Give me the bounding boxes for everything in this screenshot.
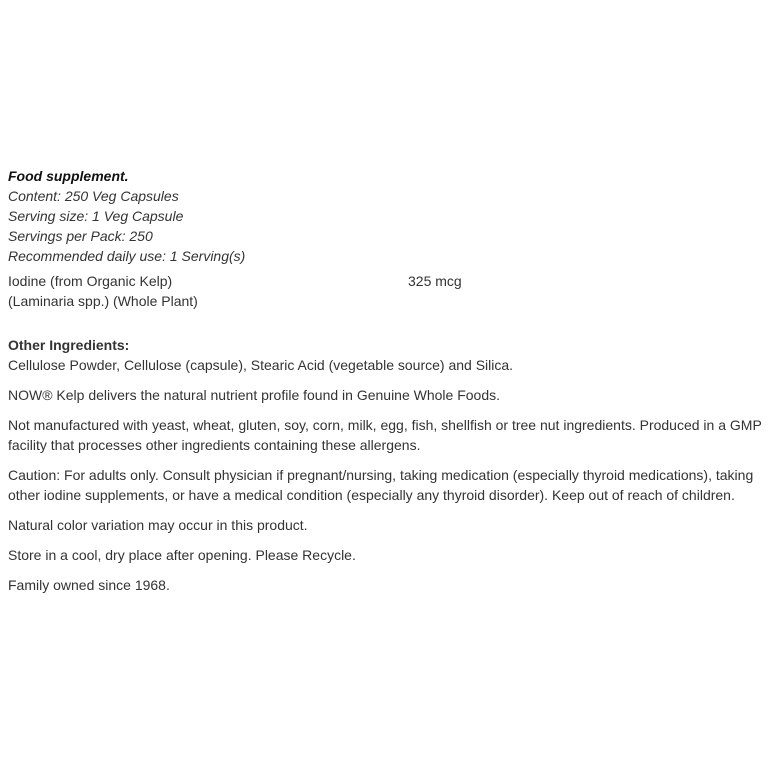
allergen-line: facility that processes other ingredients containing these allergens. — [8, 437, 421, 453]
allergen-line: Not manufactured with yeast, wheat, gluten, soy, corn, milk, egg, fish, shellfish or tree nut ingredients. Produced in a GMP — [8, 417, 762, 433]
allergen-statement — [8, 415, 766, 455]
nutrient-row — [8, 271, 766, 291]
family-owned-note: Family owned since 1968. — [8, 577, 170, 593]
other-ingredients-text: Cellulose Powder, Cellulose (capsule), Stearic Acid (vegetable source) and Silica. — [8, 357, 514, 373]
caution-line: Caution: For adults only. Consult physician if pregnant/nursing, taking medication (especially thyroid medications), taking — [8, 467, 754, 483]
nutrient-amount: 325 mcg — [408, 273, 462, 289]
nutrient-table — [8, 271, 766, 311]
serving-size-info: Serving size: 1 Veg Capsule — [8, 208, 184, 224]
caution-statement — [8, 465, 766, 505]
caution-line: other iodine supplements, or have a medical condition (especially any thyroid disorder). Keep out of reach of children. — [8, 487, 735, 503]
product-description: NOW® Kelp delivers the natural nutrient profile found in Genuine Whole Foods. — [8, 387, 501, 403]
servings-per-pack-info: Servings per Pack: 250 — [8, 228, 153, 244]
storage-note: Store in a cool, dry place after opening. Please Recycle. — [8, 547, 356, 563]
content-info: Content: 250 Veg Capsules — [8, 188, 179, 204]
nutrient-name: Iodine (from Organic Kelp) — [8, 273, 173, 289]
nutrient-source: (Laminaria spp.) (Whole Plant) — [8, 293, 198, 309]
product-label-document — [8, 166, 766, 595]
recommended-use-info: Recommended daily use: 1 Serving(s) — [8, 248, 246, 264]
other-ingredients-label: Other Ingredients: — [8, 337, 130, 353]
other-ingredients-section — [8, 335, 766, 375]
document-title: Food supplement. — [8, 168, 129, 184]
color-variation-note: Natural color variation may occur in this product. — [8, 517, 308, 533]
